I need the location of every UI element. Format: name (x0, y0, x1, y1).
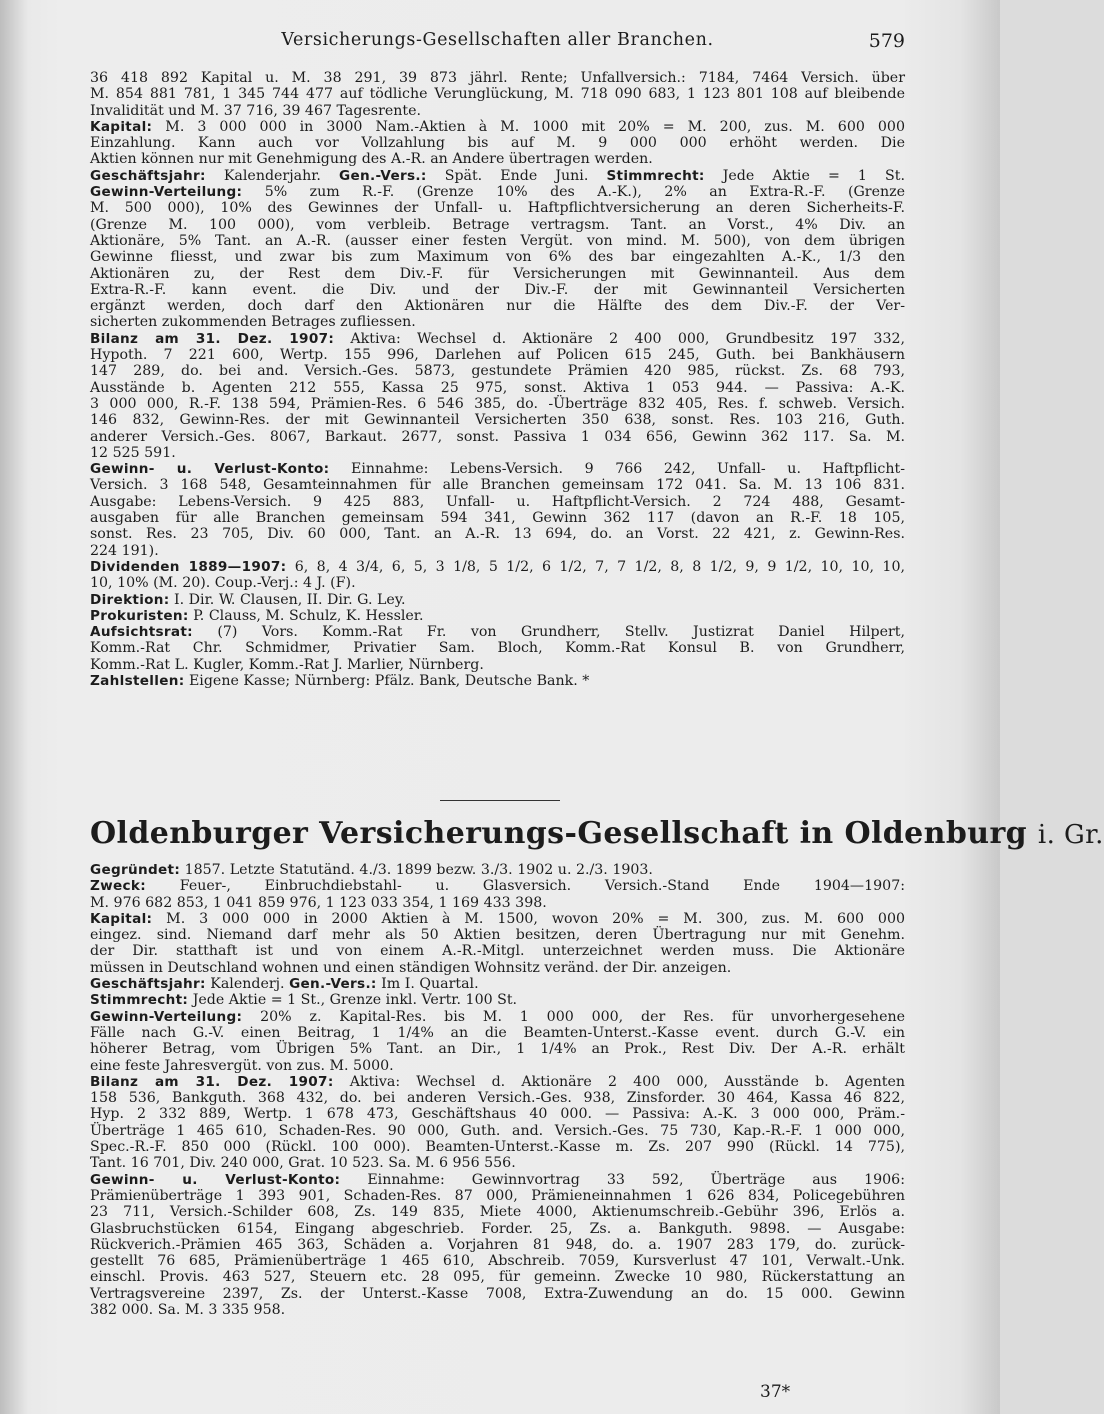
text-line: 147 289, do. bei and. Versich.-Ges. 5873, gestundete Prämien 420 985, rückst. Zs. 68 793, (90, 363, 905, 380)
text-line: ausgaben für alle Branchen gemeinsam 594 341, Gewinn 362 117 (davon an R.-F. 18 105, (90, 510, 905, 527)
gegruendet-label: Gegründet: (90, 862, 181, 878)
zahlstellen-label: Zahlstellen: (90, 672, 185, 689)
text-line: Überträge 1 465 610, Schaden-Res. 90 000, Guth. and. Versich.-Ges. 75 730, Kap.-R.-F. 1 000 000, (90, 1122, 905, 1139)
text-line: höherer Betrag, vom Übrigen 5% Tant. an Dir., 1 1/4% an Prok., Rest Div. Der A.-R. erhält (90, 1041, 905, 1058)
aufsichtsrat-text: (7) Vors. Komm.-Rat Fr. von Grundherr, Stellv. Justizrat Daniel Hilpert, (217, 624, 905, 641)
section-2-text (90, 862, 905, 1318)
geschaeftsjahr-label: Geschäftsjahr: (90, 167, 206, 184)
bilanz-text: Aktiva: Wechsel d. Aktionäre 2 400 000, Grundbesitz 197 332, (350, 330, 906, 347)
stimmrecht-value: Jede Aktie = 1 St. (722, 167, 905, 184)
text-line: (Grenze M. 100 000), vom verbleib. Betrage vertragsm. Tant. an Vorst., 4% Div. an (90, 216, 905, 233)
section-divider (440, 800, 560, 801)
prokuristen-value: P. Clauss, M. Schulz, K. Hessler. (193, 607, 424, 624)
text-line: Einzahlung. Kann auch vor Vollzahlung bis auf M. 9 000 000 erhöht werden. Die (90, 135, 905, 152)
geschaeftsjahr-value: Kalenderj. (210, 976, 285, 993)
guv-text: Einnahme: Lebens-Versich. 9 766 242, Unfall- u. Haftpflicht- (351, 461, 905, 478)
text-line: Versich. 3 168 548, Gesamteinnahmen für alle Branchen gemeinsam 172 041. Sa. M. 13 106 831. (90, 477, 905, 494)
kapital-text: M. 3 000 000 in 3000 Nam.-Aktien à M. 1000 mit 20% = M. 200, zus. M. 600 000 (165, 118, 905, 135)
company-suffix: i. Gr. (1037, 820, 1104, 850)
genvers-label: Gen.-Vers.: (289, 976, 377, 993)
zahlstellen-value: Eigene Kasse; Nürnberg: Pfälz. Bank, Deutsche Bank. * (188, 672, 590, 689)
direktion-value: I. Dir. W. Clausen, II. Dir. G. Ley. (174, 591, 406, 608)
text-line: Ausgabe: Lebens-Versich. 9 425 883, Unfall- u. Haftpflicht-Versich. 2 724 488, Gesamt- (90, 493, 905, 510)
text-line: Hypoth. 7 221 600, Wertp. 155 996, Darlehen auf Policen 615 245, Guth. bei Bankhäusern (90, 347, 905, 364)
text-line: 10, 10% (M. 20). Coup.-Verj.: 4 J. (F). (90, 575, 356, 592)
kapital-label: Kapital: (90, 910, 153, 927)
text-line: eingez. sind. Niemand darf mehr als 50 Aktien besitzen, deren Übertragung nur mit Genehm. (90, 927, 905, 944)
text-line: Komm.-Rat Chr. Schmidmer, Privatier Sam. Bloch, Komm.-Rat Konsul B. von Grundherr, (90, 640, 905, 657)
text-line: 36 418 892 Kapital u. M. 38 291, 39 873 jährl. Rente; Unfallversich.: 7184, 7464 Versich. über (90, 70, 905, 86)
text-line: 146 832, Gewinn-Res. der mit Gewinnanteil Versicherten 350 638, sonst. Res. 103 216, Guth. (90, 412, 905, 429)
text-line: 3 000 000, R.-F. 138 594, Prämien-Res. 6 546 385, do. -Überträge 832 405, Res. f. schweb. Versich. (90, 395, 905, 412)
guv-label: Gewinn- u. Verlust-Konto: (90, 461, 330, 478)
text-line: 23 711, Versich.-Schilder 608, Zs. 149 835, Miete 4000, Aktienumschreib.-Gebühr 396, Erlös a. (90, 1204, 905, 1221)
text-line: Aktien können nur mit Genehmigung des A.-R. an Andere übertragen werden. (90, 151, 653, 168)
kapital-label: Kapital: (90, 118, 153, 135)
genvers-label: Gen.-Vers.: (339, 167, 427, 184)
text-line: M. 500 000), 10% des Gewinnes der Unfall- u. Haftpflichtversicherung an deren Sicherheits-F. (90, 200, 905, 217)
text-line: Hyp. 2 332 889, Wertp. 1 678 473, Geschäftshaus 40 000. — Passiva: A.-K. 3 000 000, Präm.- (90, 1106, 905, 1123)
text-line: 224 191). (90, 542, 159, 559)
page-header (90, 30, 905, 56)
stimmrecht-label: Stimmrecht: (606, 167, 705, 184)
text-line: der Dir. statthaft ist und von einem A.-R.-Mitgl. unterzeichnet werden muss. Die Aktionäre (90, 943, 905, 960)
text-line: gestellt 76 685, Prämienüberträge 1 465 610, Abschreib. 7059, Kursverlust 47 101, Verwalt.-Unk. (90, 1253, 905, 1270)
dividenden-label: Dividenden 1889—1907: (90, 558, 287, 575)
text-line: M. 976 682 853, 1 041 859 976, 1 123 033 354, 1 169 433 398. (90, 894, 547, 911)
guv-label: Gewinn- u. Verlust-Konto: (90, 1171, 341, 1188)
gewinn-label: Gewinn-Verteilung: (90, 184, 243, 201)
text-line: Invalidität und M. 37 716, 39 467 Tagesrente. (90, 102, 422, 119)
text-line: Prämienüberträge 1 393 901, Schaden-Res. 87 000, Prämieneinnahmen 1 626 834, Policegebühren (90, 1187, 905, 1204)
bilanz-label: Bilanz am 31. Dez. 1907: (90, 330, 335, 347)
text-line: eine feste Jahresvergüt. von zus. M. 5000. (90, 1057, 394, 1074)
text-line: 382 000. Sa. M. 3 335 958. (90, 1302, 286, 1319)
text-line: Rückverich.-Prämien 465 363, Schäden a. Vorjahren 81 948, do. a. 1907 283 179, do. zurück- (90, 1236, 905, 1253)
bilanz-text: Aktiva: Wechsel d. Aktionäre 2 400 000, Ausstände b. Agenten (349, 1073, 906, 1090)
kapital-text: M. 3 000 000 in 2000 Aktien à M. 1500, wovon 20% = M. 300, zus. M. 600 000 (166, 910, 906, 927)
company-name: Oldenburger Versicherungs-Gesellschaft in Oldenburg (90, 816, 1028, 851)
text-line: sonst. Res. 23 705, Div. 60 000, Tant. an A.-R. 13 694, do. an Vorst. 22 421, z. Gewinn-Res. (90, 526, 905, 543)
section-1-text (90, 70, 905, 689)
text-line: anderer Versich.-Ges. 8067, Barkaut. 2677, sonst. Passiva 1 034 656, Gewinn 362 117. Sa. M. (90, 428, 905, 445)
bilanz-label: Bilanz am 31. Dez. 1907: (90, 1073, 334, 1090)
text-line: Spec.-R.-F. 850 000 (Rückl. 100 000). Beamten-Unterst.-Kasse m. Zs. 207 990 (Rückl. 14 775), (90, 1139, 905, 1156)
text-line: Extra-R.-F. kann event. die Div. und der Div.-F. der mit Gewinnanteil Versicherten (90, 281, 905, 298)
text-line: Tant. 16 701, Div. 240 000, Grat. 10 523. Sa. M. 6 956 556. (90, 1155, 516, 1172)
stimmrecht-label: Stimmrecht: (90, 992, 189, 1009)
prokuristen-label: Prokuristen: (90, 607, 189, 624)
stimmrecht-value: Jede Aktie = 1 St., Grenze inkl. Vertr. 100 St. (192, 992, 518, 1009)
running-title: Versicherungs-Gesellschaften aller Branchen. (281, 30, 714, 50)
text-line: Gewinne fliesst, und zwar bis zum Maximum von 6% des bar eingezahlten A.-K., 1/3 den (90, 249, 905, 266)
guv-text: Einnahme: Gewinnvortrag 33 592, Überträge aus 1906: (367, 1171, 905, 1188)
text-line: ergänzt werden, doch darf den Aktionären nur die Hälfte des dem Div.-F. der Ver- (90, 298, 905, 315)
sheet-signature: 37* (760, 1382, 791, 1402)
text-line: Glasbruchstücken 6154, Eingang abgeschrieb. Forder. 25, Zs. a. Bankguth. 9898. — Ausgabe: (90, 1220, 905, 1237)
text-line: sicherten zukommenden Betrages zufliessen. (90, 314, 416, 331)
zweck-label: Zweck: (90, 878, 146, 895)
text-line: müssen in Deutschland wohnen und einen ständigen Wohnsitz veränd. der Dir. anzeigen. (90, 959, 732, 976)
gewinn-label: Gewinn-Verteilung: (90, 1008, 243, 1025)
gewinn-text: 20% z. Kapital-Res. bis M. 1 000 000, der Res. für unvorhergesehene (260, 1008, 905, 1025)
gegruendet-value: 1857. Letzte Statutänd. 4./3. 1899 bezw. 3./3. 1902 u. 2./3. 1903. (184, 862, 653, 878)
geschaeftsjahr-label: Geschäftsjahr: (90, 976, 206, 993)
gewinn-text: 5% zum R.-F. (Grenze 10% des A.-K.), 2% an Extra-R.-F. (Grenze (264, 184, 905, 201)
text-line: 158 536, Bankguth. 368 432, do. bei anderen Versich.-Ges. 938, Zinsforder. 30 464, Kassa 46 822, (90, 1090, 905, 1107)
dividenden-text: 6, 8, 4 3/4, 6, 5, 3 1/8, 5 1/2, 6 1/2, 7, 7 1/2, 8, 8 1/2, 9, 9 1/2, 10, 10, 10, (294, 558, 905, 575)
text-line: 12 525 591. (90, 444, 176, 461)
text-line: einschl. Provis. 463 527, Steuern etc. 28 095, für gemeinn. Zwecke 10 980, Rückerstattung an (90, 1269, 905, 1286)
page-number: 579 (868, 30, 905, 52)
direktion-label: Direktion: (90, 591, 170, 608)
genvers-value: Spät. Ende Juni. (444, 167, 589, 184)
text-line: Fälle nach G.-V. einen Beitrag, 1 1/4% an die Beamten-Unterst.-Kasse event. durch G.-V. ein (90, 1024, 905, 1041)
zweck-text: Feuer-, Einbruchdiebstahl- u. Glasversich. Versich.-Stand Ende 1904—1907: (179, 878, 906, 895)
text-line: Ausstände b. Agenten 212 555, Kassa 25 975, sonst. Aktiva 1 053 944. — Passiva: A.-K. (90, 379, 905, 396)
text-line: Vertragsvereine 2397, Zs. der Unterst.-Kasse 7008, Extra-Zuwendung an do. 15 000. Gewinn (90, 1285, 905, 1302)
aufsichtsrat-label: Aufsichtsrat: (90, 624, 193, 641)
text-line: Aktionäre, 5% Tant. an A.-R. (ausser einer festen Vergüt. von mind. M. 500), von dem übrigen (90, 232, 905, 249)
company-heading (90, 816, 1104, 851)
geschaeftsjahr-value: Kalenderjahr. (223, 167, 321, 184)
text-line: M. 854 881 781, 1 345 744 477 auf tödliche Verunglückung, M. 718 090 683, 1 123 801 108 auf bleibende (90, 86, 905, 103)
text-line: Aktionären zu, der Rest dem Div.-F. für Versicherungen mit Gewinnanteil. Aus dem (90, 265, 905, 282)
text-line: Komm.-Rat L. Kugler, Komm.-Rat J. Marlier, Nürnberg. (90, 656, 484, 673)
genvers-value: Im I. Quartal. (381, 976, 479, 993)
